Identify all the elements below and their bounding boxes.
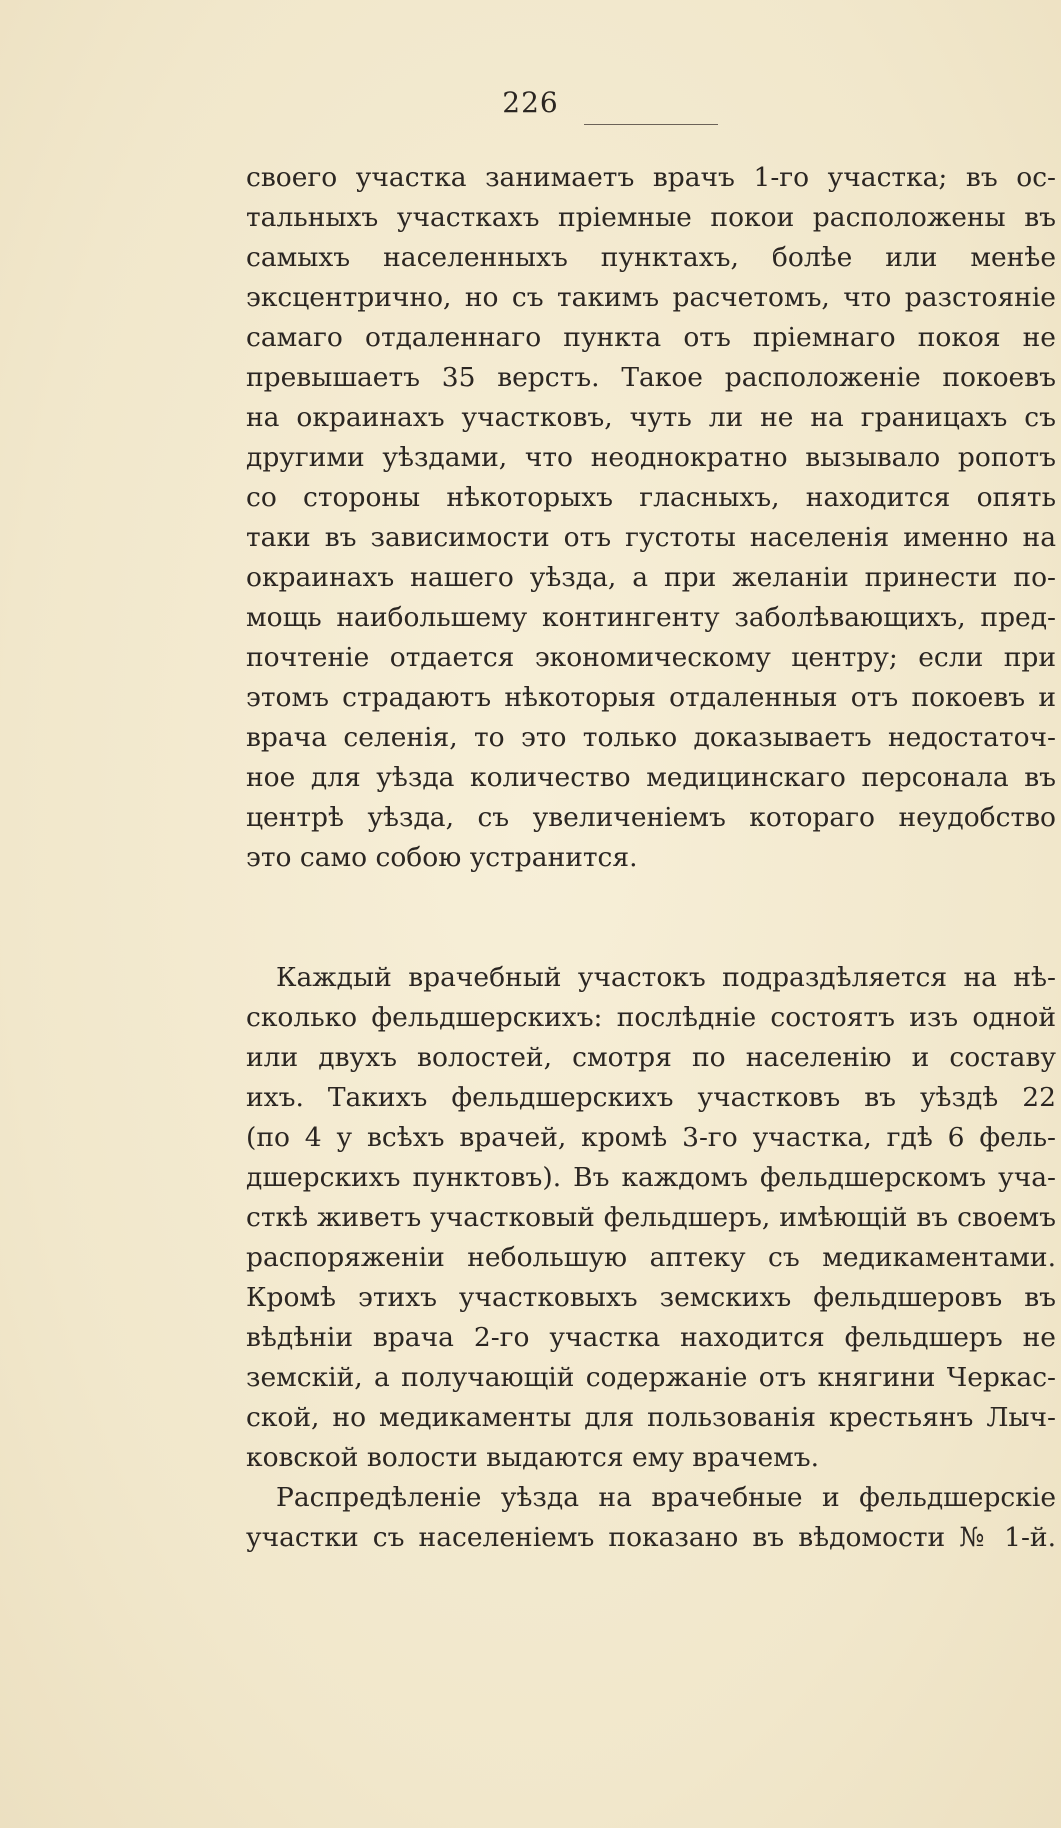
text-line: своего участка занимаетъ врачъ 1-го участка; въ ос- <box>246 162 1056 193</box>
text-line: ковской волости выдаются ему врачемъ. <box>246 1442 820 1473</box>
text-line: мощь наибольшему контингенту заболѣвающихъ, пред- <box>246 602 1056 633</box>
text-line: почтеніе отдается экономическому центру; если при <box>246 642 1056 673</box>
text-line: превышаетъ 35 верстъ. Такое расположеніе покоевъ <box>246 362 1056 393</box>
text-line: со стороны нѣкоторыхъ гласныхъ, находится опять <box>246 482 1056 513</box>
text-line: участки съ населеніемъ показано въ вѣдомости № 1-й. <box>246 1522 1056 1553</box>
paragraph-3 <box>246 1478 1056 1558</box>
text-line: на окраинахъ участковъ, чуть ли не на границахъ съ <box>246 402 1056 433</box>
text-line: эксцентрично, но съ такимъ расчетомъ, что разстояніе <box>246 282 1056 313</box>
text-line: ихъ. Такихъ фельдшерскихъ участковъ въ уѣздѣ 22 <box>246 1082 1056 1113</box>
text-line: таки въ зависимости отъ густоты населенія именно на <box>246 522 1056 553</box>
text-line: самаго отдаленнаго пункта отъ пріемнаго покоя не <box>246 322 1056 353</box>
paragraph-2 <box>246 958 1056 1478</box>
page-number: 226 <box>502 86 559 119</box>
text-line: (по 4 у всѣхъ врачей, кромѣ 3-го участка, гдѣ 6 фель- <box>246 1122 1056 1153</box>
header-rule <box>584 124 718 125</box>
text-line: Распредѣленіе уѣзда на врачебные и фельдшерскіе <box>276 1482 1056 1513</box>
text-line: сткѣ живетъ участковый фельдшеръ, имѣющій въ своемъ <box>246 1202 1056 1233</box>
text-line: этомъ страдаютъ нѣкоторыя отдаленныя отъ покоевъ и <box>246 682 1056 713</box>
paragraph-1 <box>246 158 1056 878</box>
text-line: ное для уѣзда количество медицинскаго персонала въ <box>246 762 1056 793</box>
text-line: ской, но медикаменты для пользованія крестьянъ Лыч- <box>246 1402 1056 1433</box>
text-line: это само собою устранится. <box>246 842 638 873</box>
text-line: тальныхъ участкахъ пріемные покои расположены въ <box>246 202 1056 233</box>
text-line: окраинахъ нашего уѣзда, а при желаніи принести по- <box>246 562 1056 593</box>
text-line: распоряженіи небольшую аптеку съ медикаментами. <box>246 1242 1056 1273</box>
text-line: самыхъ населенныхъ пунктахъ, болѣе или менѣе <box>246 242 1056 273</box>
text-line: Кромѣ этихъ участковыхъ земскихъ фельдшеровъ въ <box>246 1282 1056 1313</box>
text-line: врача селенія, то это только доказываетъ недостаточ- <box>246 722 1056 753</box>
text-line: дшерскихъ пунктовъ). Въ каждомъ фельдшерскомъ уча- <box>246 1162 1056 1193</box>
text-line: центрѣ уѣзда, съ увеличеніемъ котораго неудобство <box>246 802 1056 833</box>
text-line: или двухъ волостей, смотря по населенію и составу <box>246 1042 1056 1073</box>
text-line: сколько фельдшерскихъ: послѣдніе состоятъ изъ одной <box>246 1002 1056 1033</box>
text-line: земскій, а получающій содержаніе отъ княгини Черкас- <box>246 1362 1056 1393</box>
text-line: другими уѣздами, что неоднократно вызывало ропотъ <box>246 442 1056 473</box>
text-line: вѣдѣніи врача 2-го участка находится фельдшеръ не <box>246 1322 1056 1353</box>
text-line: Каждый врачебный участокъ подраздѣляется на нѣ- <box>276 962 1056 993</box>
